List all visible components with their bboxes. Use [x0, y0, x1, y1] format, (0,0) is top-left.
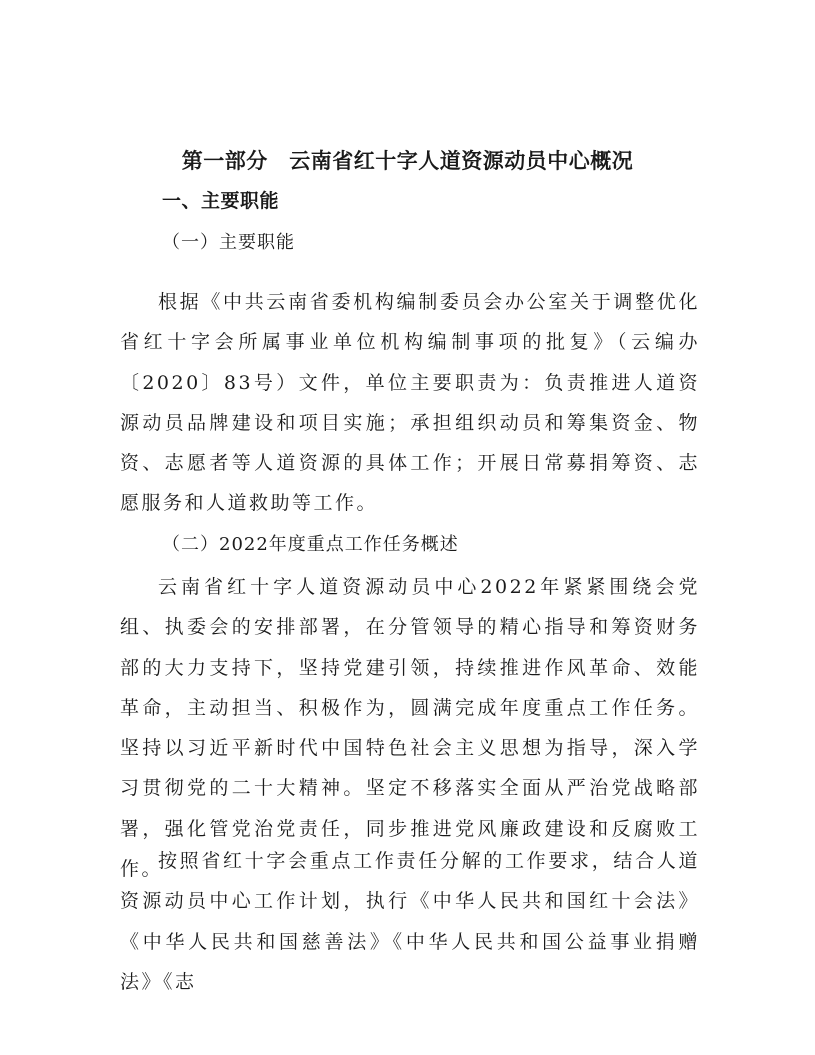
subsection-heading-2: （二）2022年度重点工作任务概述 — [162, 534, 459, 555]
paragraph-work-requirements: 按照省红十字会重点工作责任分解的工作要求，结合人道资源动员中心工作计划，执行《中华人民共和国红十会法》《中华人民共和国慈善法》《中华人民共和国公益事业捐赠法》《志 — [120, 850, 700, 993]
subsection-heading-1: （一）主要职能 — [162, 232, 295, 253]
paragraph-main-functions: 根据《中共云南省委机构编制委员会办公室关于调整优化省红十字会所属事业单位机构编制事项的批复》（云编办〔2020〕83号）文件，单位主要职责为：负责推进人道资源动员品牌建设和项目实施；承担组织动员和筹集资金、物资、志愿者等人道资源的具体工作；开展日常募捐筹资、志愿服务和人道救助等工作。 — [120, 291, 700, 515]
paragraph-work-overview: 云南省红十字人道资源动员中心2022年紧紧围绕会党组、执委会的安排部署，在分管领导的精心指导和筹资财务部的大力支持下，坚持党建引领，持续推进作风革命、效能革命，主动担当、积极作为，圆满完成年度重点工作任务。坚持以习近平新时代中国特色社会主义思想为指导，深入学习贯彻党的二十大精神。坚定不移落实全面从严治党战略部署，强化管党治党责任，同步推进党风廉政建设和反腐败工作。 — [120, 576, 700, 881]
page-title: 第一部分 云南省红十字人道资源动员中心概况 — [181, 149, 634, 173]
section-heading: 一、主要职能 — [162, 190, 280, 212]
